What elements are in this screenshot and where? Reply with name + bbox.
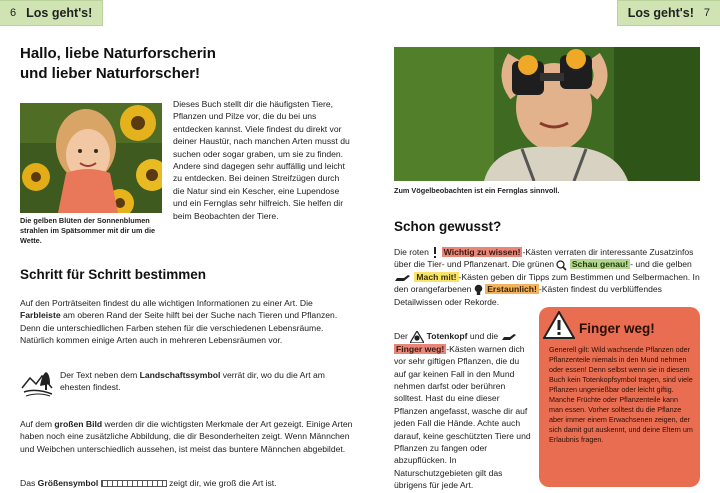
section-title-schon-gewusst: Schon gewusst? [394,219,502,234]
paragraph-totenkopf: Der Totenkopf und die Finger weg! -Kästen warnen dich vor sehr giftigen Pflanzen, die du auf gar keinen Fall in den Mund nehmen darfst oder berühren solltest. Hast du eine dieser Pflanzen angefasst, wasche dir auf jeden Fall die Hände. Achte auch darauf, keine geschützten Tiere und Pflanzen zu fangen oder abzupflücken. In Naturschutzgebieten gilt das übrigens für jede Art. [394,331,531,491]
label-mach-mit: Mach mit! [416,271,457,282]
section-title-bestimmen: Schritt für Schritt bestimmen [20,267,207,282]
skull-icon [410,331,424,343]
magnifier-icon [556,260,567,271]
page-title [20,44,350,84]
page-number-right: 7 [703,7,710,19]
photo-caption-left: Die gelben Blüten der Sonnenblumen strahlen im Spätsommer mit dir um die Wette. [20,216,156,245]
exclamation-icon [431,247,439,258]
page-tab-right [617,0,720,26]
warning-box-title: Finger weg! [579,321,655,336]
photo-caption-right: Zum Vögelbeobachten ist ein Fernglas sinnvoll. [394,186,560,195]
label-finger-weg: Finger weg! [396,343,445,354]
lightbulb-icon [474,284,483,296]
sunflower-girl-photo [20,103,162,213]
label-erstaunlich: Erstaunlich! [487,284,537,295]
page-number-left: 6 [10,7,17,19]
hand-icon [394,273,412,283]
page-tab-label-left: Los geht's! [26,6,93,20]
paragraph-grosses-bild: Auf dem großen Bild werden dir die wichtigsten Merkmale der Art gezeigt. Einige Arten haben noch eine zusätzliche Abbildung, die dir Besonderheiten zeigt. Wenn Männchen und Weibchen unterschiedlich aussehen, ist meist das buntere Männchen abgebildet. [20,419,353,454]
label-wichtig-zu-wissen: Wichtig zu wissen! [443,247,521,257]
paragraph-kaesten: Die roten Wichtig zu wissen! -Kästen verraten dir interessante Zusatzinfos über die Tier- und Pflanzenart. Die grünen Schau genau! - und die gelben Mach mit! -Kästen geben dir Tipps zum Bestimmen und Selbermachen. In den orangefarbenen Erstaunlich! -Kästen findest du verblüffendes Detailwissen oder Rekorde. [394,247,700,307]
landscape-icon [20,366,54,398]
intro-text: Dieses Buch stellt dir die häufigsten Tiere, Pflanzen und Pilze vor, die du bei uns entdecken kannst. Viele findest du direkt vor deiner Haustür, nach manchen Arten musst du suchen oder sogar graben, um sie zu finden. Andere sind dagegen sehr auffällig und leicht zu entdecken. Bei deinen Streifzügen durch die Natur sind ein Kescher, eine Lupendose und ein Fernglas sehr hilfreich. Sie helfen dir beim Beobachten der Tiere. [173,99,350,221]
finger-weg-box [539,307,700,487]
page-title-line-2: und lieber Naturforscher! [20,65,201,82]
page-tab-label-right: Los geht's! [627,6,694,20]
paragraph-farbleiste: Auf den Porträtseiten findest du alle wichtigen Informationen zu einer Art. Die Farbleiste am oberen Rand der Seite hilft bei der Suche nach Tieren und Pflanzen. Denn die unterschiedlichen Farben stehen für die verschiedenen Lebensräume. Natürlich kommen einige Arten auch in mehreren Lebensräumen vor. [20,298,338,346]
size-ruler-icon [101,480,167,487]
paragraph-groessensymbol: Das Größensymbol zeigt dir, wie groß die Art ist. [20,478,277,488]
label-schau-genau: Schau genau! [571,259,629,270]
page-tab-left [0,0,103,26]
page-title-line-1: Hallo, liebe Naturforscherin [20,45,216,62]
paragraph-landschaft: Der Text neben dem Landschaftssymbol verrät dir, wo du die Art am ehesten findest. [60,370,325,393]
binoculars-boy-photo [394,47,700,181]
warning-triangle-icon [543,311,575,344]
warning-box-text: Generell gilt: Wild wachsende Pflanzen oder Pflanzenteile niemals in den Mund nehmen oder essen! Denn selbst wenn sie in diesem Buch kein Totenkopfsymbol tragen, sind viele Pflanzen ungenießbar oder leicht giftig. Manche Früchte oder Pflanzenteile kann man essen. Vorher solltest du die Pflanze aber immer einem Erwachsenen zeigen, der sich damit gut auskennt, und deine Eltern um Erlaubnis fragen. [549,345,693,444]
pointing-hand-icon [501,332,517,342]
